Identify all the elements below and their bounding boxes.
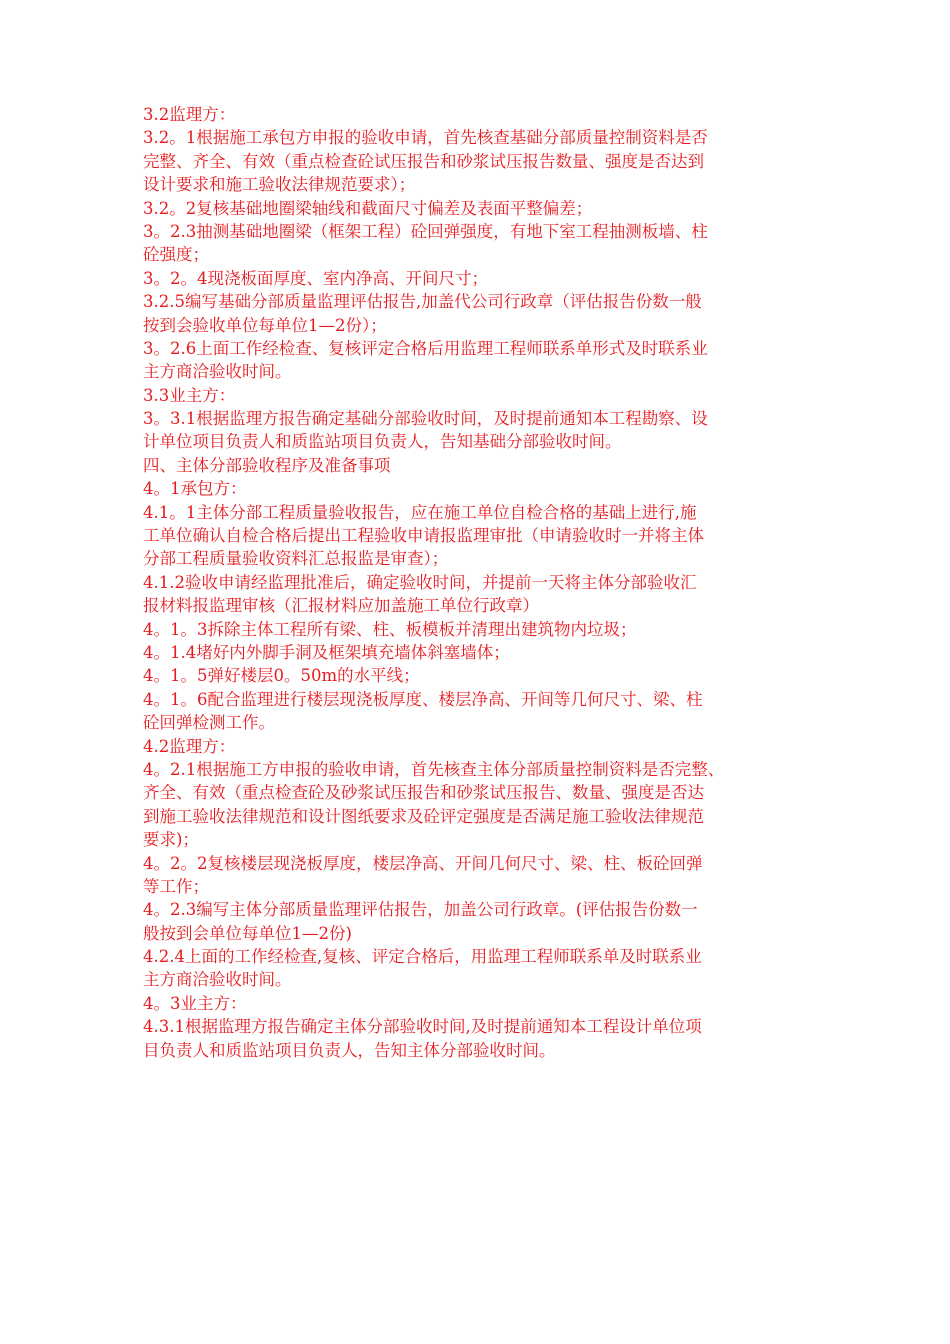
text-line: 4.2监理方： [143, 736, 236, 756]
text-line: 4。1承包方： [143, 479, 247, 499]
text-line: 主方商洽验收时间。 [143, 970, 292, 990]
text-line: 等工作； [143, 876, 209, 896]
text-line: 3。2.3抽测基础地圈梁（框架工程）砼回弹强度，有地下室工程抽测板墙、柱 [143, 221, 708, 241]
text-line: 计单位项目负责人和质监站项目负责人，告知基础分部验收时间。 [143, 432, 622, 452]
text-line: 主方商洽验收时间。 [143, 362, 292, 382]
text-line: 4.1。1主体分部工程质量验收报告，应在施工单位自检合格的基础上进行,施 [143, 502, 697, 522]
text-line: 4。2。2复核楼层现浇板厚度，楼层净高、开间几何尺寸、梁、柱、板砼回弹 [143, 853, 703, 873]
text-line: 4.1.2验收申请经监理批准后，确定验收时间，并提前一天将主体分部验收汇 [143, 572, 697, 592]
text-line: 4.2.4上面的工作经检查,复核、评定合格后，用监理工程师联系单及时联系业 [143, 947, 702, 967]
text-line: 齐全、有效（重点检查砼及砂浆试压报告和砂浆试压报告、数量、强度是否达 [143, 783, 704, 803]
text-line: 4。1。3拆除主体工程所有梁、柱、板模板并清理出建筑物内垃圾； [143, 619, 637, 639]
text-line: 报材料报监理审核（汇报材料应加盖施工单位行政章） [143, 596, 539, 616]
text-line: 3.2监理方： [143, 105, 236, 124]
text-line: 砼回弹检测工作。 [143, 713, 275, 733]
text-line: 按到会验收单位每单位1—2份）； [143, 315, 387, 335]
text-line: 3.3业主方： [143, 385, 236, 405]
text-line: 完整、齐全、有效（重点检查砼试压报告和砂浆试压报告数量、强度是否达到 [143, 151, 704, 171]
text-line: 般按到会单位每单位1—2份) [143, 923, 352, 943]
document-body [143, 103, 811, 1062]
text-line: 4。2.1根据施工方申报的验收申请，首先核查主体分部质量控制资料是否完整、 [143, 759, 725, 779]
text-line: 3。2。4现浇板面厚度、室内净高、开间尺寸； [143, 268, 488, 288]
section-heading: 四、主体分部验收程序及准备事项 [143, 455, 391, 475]
text-line: 4。2.3编写主体分部质量监理评估报告，加盖公司行政章。(评估报告份数一 [143, 900, 698, 920]
text-line: 设计要求和施工验收法律规范要求）； [143, 175, 416, 195]
text-line: 3。3.1根据监理方报告确定基础分部验收时间，及时提前通知本工程勘察、设 [143, 409, 708, 429]
text-line: 4。3业主方： [143, 993, 247, 1013]
text-line: 3。2.6上面工作经检查、复核评定合格后用监理工程师联系单形式及时联系业 [143, 338, 708, 358]
text-line: 3.2.5编写基础分部质量监理评估报告,加盖代公司行政章（评估报告份数一般 [143, 292, 702, 312]
text-line: 工单位确认自检合格后提出工程验收申请报监理审批（申请验收时一并将主体 [143, 526, 704, 546]
text-line: 3.2。1根据施工承包方申报的验收申请，首先核查基础分部质量控制资料是否 [143, 128, 708, 148]
text-line: 4。1。6配合监理进行楼层现浇板厚度、楼层净高、开间等几何尺寸、梁、柱 [143, 689, 703, 709]
text-line: 要求)； [143, 830, 199, 850]
text-line: 砼强度； [143, 245, 209, 265]
text-line: 分部工程质量验收资料汇总报监是审查）； [143, 549, 449, 569]
text-line: 目负责人和质监站项目负责人，告知主体分部验收时间。 [143, 1040, 556, 1060]
text-line: 4。1。5弹好楼层0。50m的水平线； [143, 666, 420, 686]
text-line: 到施工验收法律规范和设计图纸要求及砼评定强度是否满足施工验收法律规范 [143, 806, 704, 826]
text-line: 4.3.1根据监理方报告确定主体分部验收时间,及时提前通知本工程设计单位项 [143, 1017, 702, 1037]
text-line: 4。1.4堵好内外脚手洞及框架填充墙体斜塞墙体； [143, 642, 510, 662]
text-line: 3.2。2复核基础地圈梁轴线和截面尺寸偏差及表面平整偏差； [143, 198, 593, 218]
